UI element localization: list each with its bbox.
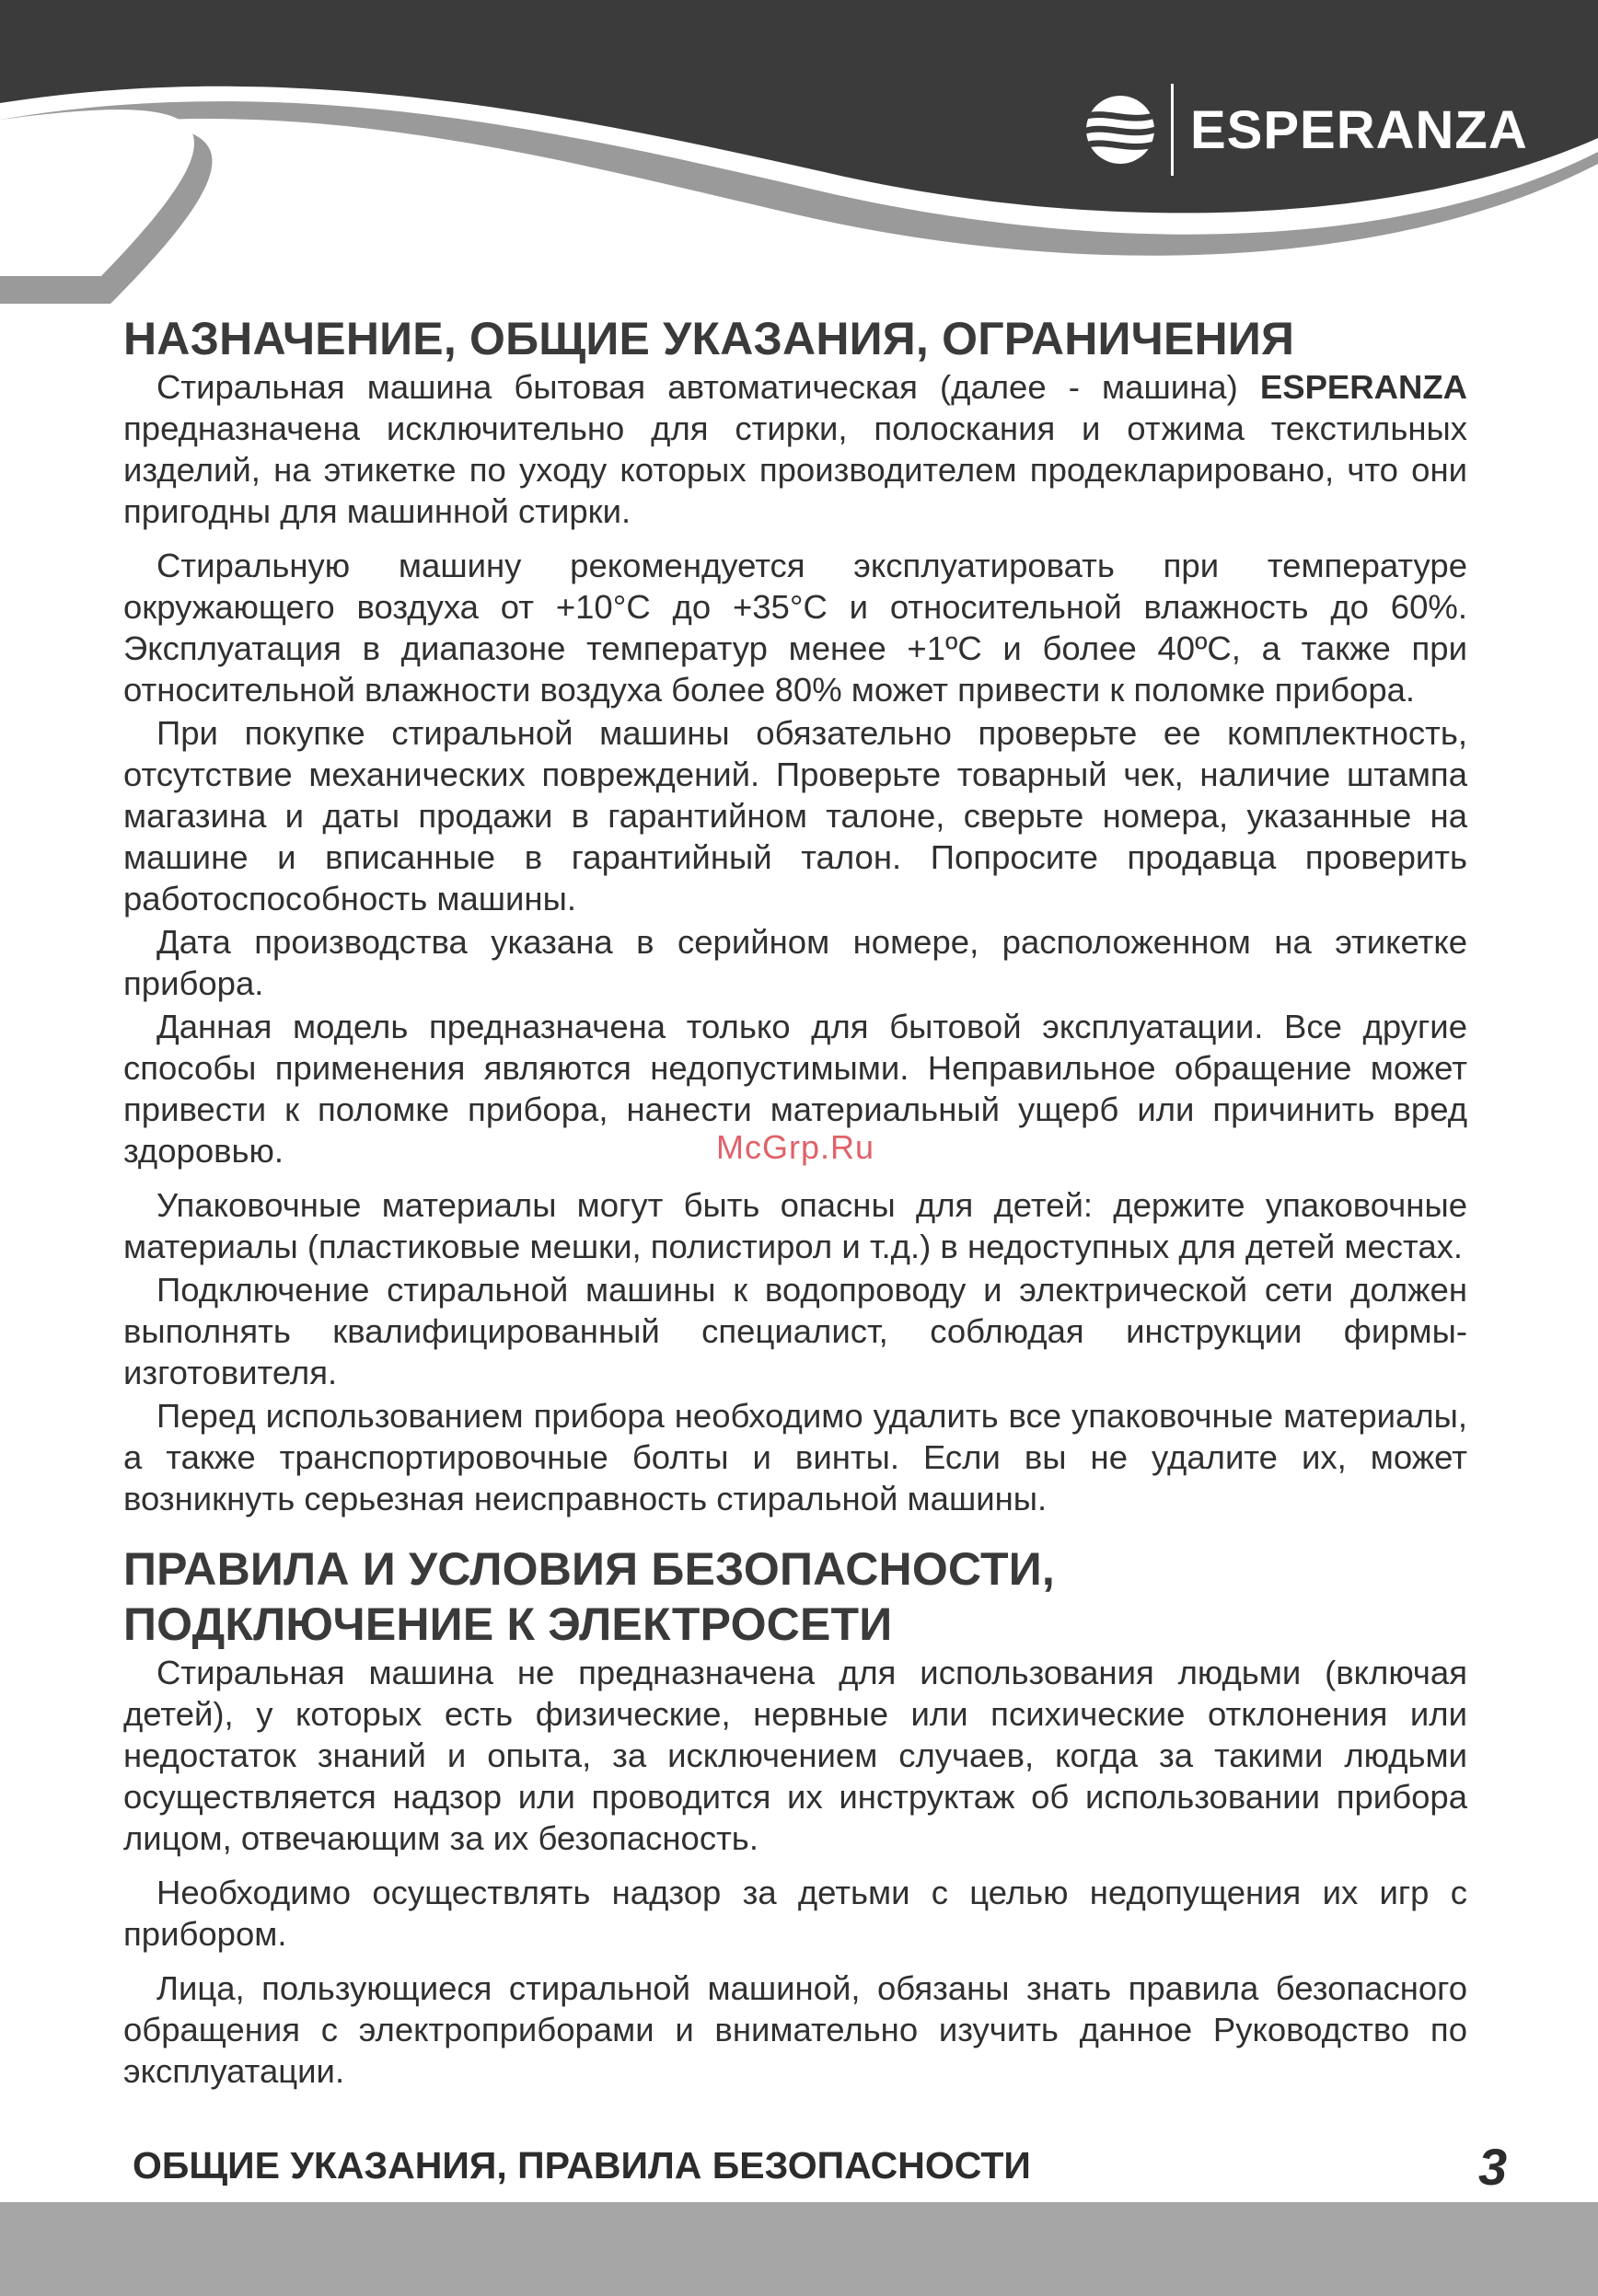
logo-divider — [1171, 84, 1174, 176]
paragraph: Упаковочные материалы могут быть опасны для детей: держите упаковочные материалы (пластиковые мешки, полистирол и т.д.) в недоступных для детей местах. — [123, 1186, 1467, 1265]
paragraph: Стиральная машина не предназначена для использования людьми (включая детей), у которых есть физические, нервные или психические отклонения или недостаток знаний и опыта, за исключением случаев, когда за такими людьми осуществляется надзор или проводится их инструктаж об использовании прибора лицом, отвечающим за их безопасность. — [123, 1654, 1467, 1857]
paragraph-text: Стиральная машина бытовая автоматическая (далее - машина) — [156, 368, 1260, 406]
section-title-line: ПРАВИЛА И УСЛОВИЯ БЕЗОПАСНОСТИ, — [123, 1543, 1055, 1595]
striped-globe-icon — [1084, 94, 1156, 166]
footer-title: ОБЩИЕ УКАЗАНИЯ, ПРАВИЛА БЕЗОПАСНОСТИ — [133, 2144, 1031, 2186]
section-title-safety — [123, 1541, 1467, 1652]
paragraph-text: предназначена исключительно для стирки, полоскания и отжима текстильных изделий, на этикетке по уходу которых производителем продекларировано, что они пригодны для машинной стирки. — [123, 410, 1467, 530]
brand-logo — [1084, 79, 1528, 180]
watermark: McGrp.Ru — [716, 1128, 875, 1166]
paragraph: Дата производства указана в серийном номере, расположенном на этикетке прибора. — [123, 923, 1467, 1002]
page-content — [123, 311, 1467, 2092]
brand-name: ESPERANZA — [1190, 99, 1528, 160]
paragraph: Перед использованием прибора необходимо удалить все упаковочные материалы, а также транспортировочные болты и винты. Если вы не удалите их, может возникнуть серьезная неисправность стиральной машины. — [123, 1397, 1467, 1517]
paragraph: Данная модель предназначена только для бытовой эксплуатации. Все другие способы применения являются недопустимыми. Неправильное обращение может привести к поломке прибора, нанести материальный ущерб или причинить вред здоровью. — [123, 1008, 1467, 1170]
brand-inline: ESPERANZA — [1259, 368, 1467, 406]
paragraph: Необходимо осуществлять надзор за детьми с целью недопущения их игр с прибором. — [123, 1874, 1467, 1953]
page-number: 3 — [1478, 2138, 1508, 2196]
paragraph: Подключение стиральной машины к водопроводу и электрической сети должен выполнять квалифицированный специалист, соблюдая инструкции фирмы-изготовителя. — [123, 1271, 1467, 1391]
paragraph — [123, 366, 1467, 532]
paragraph: Лица, пользующиеся стиральной машиной, обязаны знать правила безопасного обращения с электроприборами и внимательно изучить данное Руководство по эксплуатации. — [123, 1969, 1467, 2090]
section-title-line: ПОДКЛЮЧЕНИЕ К ЭЛЕКТРОСЕТИ — [123, 1598, 893, 1650]
section-title-purpose: НАЗНАЧЕНИЕ, ОБЩИЕ УКАЗАНИЯ, ОГРАНИЧЕНИЯ — [123, 313, 1295, 364]
paragraph: Стиральную машину рекомендуется эксплуатировать при температуре окружающего воздуха от +10°С до +35°С и относительной влажность до 60%. Эксплуатация в диапазоне температур менее +1ºС и более 40ºС, а также при относительной влажности воздуха более 80% может привести к поломке прибора. — [123, 547, 1467, 709]
paragraph: При покупке стиральной машины обязательно проверьте ее комплектность, отсутствие механических повреждений. Проверьте товарный чек, наличие штампа магазина и даты продажи в гарантийном талоне, сверьте номера, указанные на машине и вписанные в гарантийный талон. Попросите продавца проверить работоспособность машины. — [123, 714, 1467, 917]
footer-bar — [0, 2202, 1598, 2296]
